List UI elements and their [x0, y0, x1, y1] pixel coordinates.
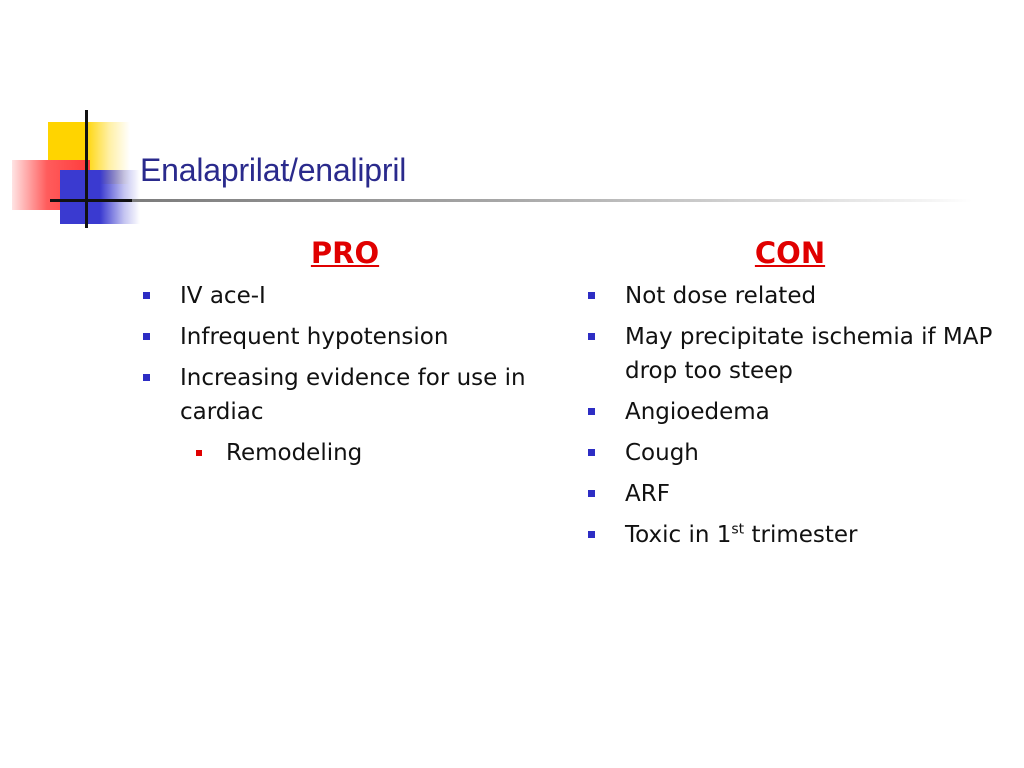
slide-title: Enalaprilat/enalipril: [140, 152, 407, 188]
bullet-square-icon: [588, 490, 595, 497]
bullet-square-icon: [143, 333, 150, 340]
list-item: [585, 436, 995, 470]
list-item: [585, 320, 995, 388]
pro-sub-list: [140, 436, 550, 470]
superscript-ordinal: st: [731, 521, 745, 538]
bullet-square-icon: [588, 408, 595, 415]
logo-vertical-line: [85, 110, 88, 228]
bullet-square-icon: [588, 531, 595, 538]
list-item: [585, 395, 995, 429]
pro-column: [140, 235, 550, 477]
list-item-text-prefix: Toxic in 1: [625, 522, 732, 548]
list-item: [140, 279, 550, 313]
list-item: [140, 320, 550, 354]
bullet-square-icon: [588, 292, 595, 299]
con-heading: CON: [754, 236, 826, 270]
con-column: [585, 235, 995, 559]
list-item-text-suffix: trimester: [744, 522, 858, 548]
list-item-text: Cough: [625, 440, 699, 466]
bullet-square-icon: [143, 292, 150, 299]
sub-list-item-text: Remodeling: [226, 440, 363, 466]
logo-blue-square: [60, 170, 140, 224]
list-item-text: ARF: [625, 481, 670, 507]
list-item-text: Increasing evidence for use in cardiac: [180, 365, 526, 425]
bullet-square-icon: [143, 374, 150, 381]
list-item: [140, 361, 550, 429]
pro-list: [140, 279, 550, 429]
list-item: [585, 279, 995, 313]
list-item-text: Not dose related: [625, 283, 817, 309]
pro-heading: PRO: [310, 236, 380, 270]
list-item: [585, 518, 995, 552]
list-item-text: Angioedema: [625, 399, 770, 425]
title-divider: [132, 199, 972, 202]
con-list: [585, 279, 995, 552]
bullet-square-icon: [588, 449, 595, 456]
list-item-text: May precipitate ischemia if MAP drop too steep: [625, 324, 993, 384]
list-item-text: IV ace-I: [180, 283, 266, 309]
sub-bullet-square-icon: [196, 450, 202, 456]
list-item: [585, 477, 995, 511]
bullet-square-icon: [588, 333, 595, 340]
sub-list-item: [140, 436, 550, 470]
list-item-text: Infrequent hypotension: [180, 324, 449, 350]
